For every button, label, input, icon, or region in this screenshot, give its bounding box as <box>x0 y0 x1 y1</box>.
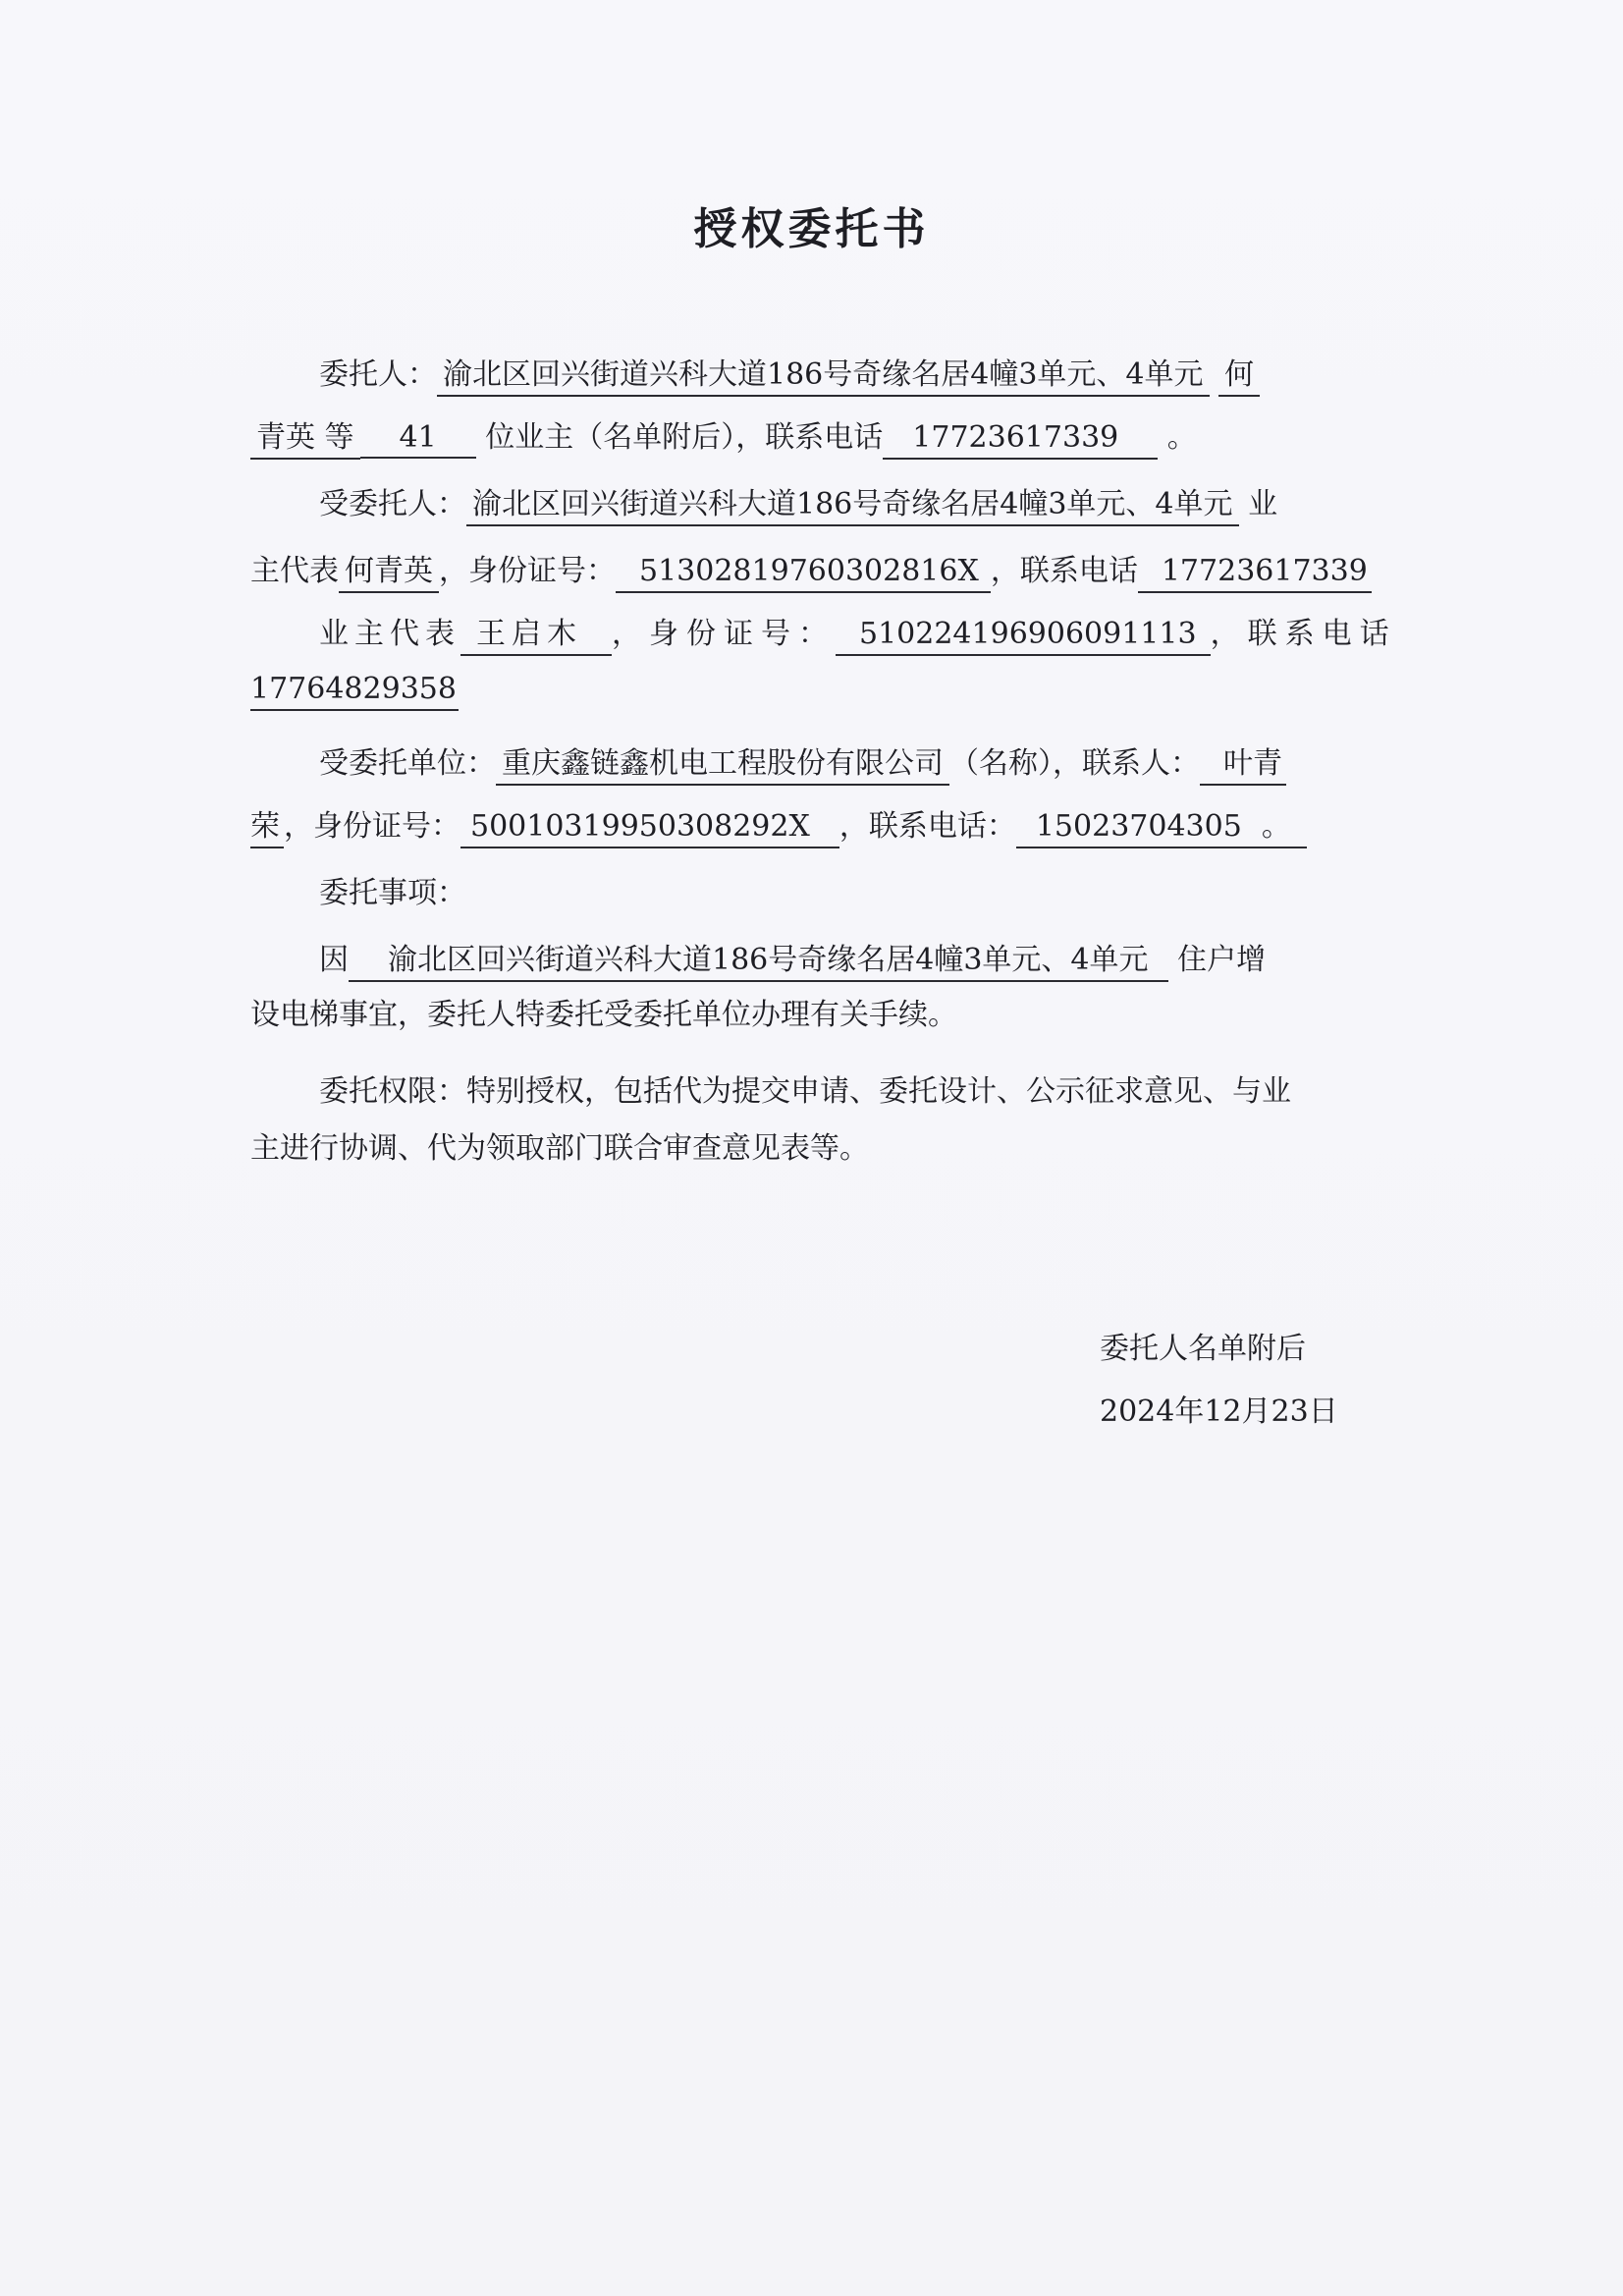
matters-line-2 <box>250 994 1380 1037</box>
trustee-rep2-id: 510224196906091113 <box>836 616 1211 656</box>
matters-address: 渝北区回兴街道兴科大道186号奇缘名居4幢3单元、4单元 <box>349 942 1168 982</box>
matters-suffix-head: 住户增 <box>1177 943 1267 977</box>
trustee-line-3 <box>319 613 1397 656</box>
matters-line-1 <box>319 939 1380 982</box>
trustee-rep1-name: 何青英 <box>339 553 439 593</box>
entrustor-count: 41 <box>360 419 476 459</box>
entrustor-end: 。 <box>1166 420 1197 455</box>
entrustor-name-tail: 青英 等 <box>250 419 360 460</box>
authority-line-1: 委托权限：特别授权，包括代为提交申请、委托设计、公示征求意见、与业 <box>319 1074 1291 1109</box>
trustee-label: 受委托人： <box>319 487 466 521</box>
matters-label: 委托事项： <box>319 876 466 910</box>
unit-contact-phone: 15023704305 <box>1016 808 1262 848</box>
unit-phone-label: ，联系电话： <box>839 809 1016 844</box>
entrustor-address: 渝北区回兴街道兴科大道186号奇缘名居4幢3单元、4单元 <box>437 356 1210 397</box>
trustee-line-2 <box>250 550 1380 593</box>
trustee-rep1-phone: 17723617339 <box>1138 553 1372 593</box>
unit-contact-id: 50010319950308292X <box>460 808 839 848</box>
entrustor-label: 委托人： <box>319 357 437 392</box>
unit-label: 受委托单位： <box>319 746 496 781</box>
trustee-role-tail: 主代表 <box>250 554 339 588</box>
unit-name-note: （名称），联系人： <box>949 746 1200 781</box>
unit-end: 。 <box>1262 808 1307 848</box>
unit-name: 重庆鑫链鑫机电工程股份有限公司 <box>496 745 949 786</box>
trustee-rep2-label: 业主代表 <box>319 617 460 651</box>
trustee-phone-label-2: ，联系电话 <box>1210 617 1397 651</box>
trustee-phone-label: ，联系电话 <box>990 554 1138 588</box>
matters-heading <box>319 872 1380 915</box>
attachment-note: 委托人名单附后 <box>1100 1332 1306 1366</box>
trustee-rep2-phone: 17764829358 <box>250 671 459 711</box>
document-date: 2024年12月23日 <box>1100 1394 1338 1429</box>
unit-line-1 <box>319 742 1380 786</box>
trustee-id-label: ，身份证号： <box>439 554 616 588</box>
entrustor-name-head: 何 <box>1218 356 1260 397</box>
unit-contact-head: 叶青 <box>1200 745 1286 786</box>
trustee-role-head: 业 <box>1248 487 1278 521</box>
entrustor-line-1 <box>319 354 1380 397</box>
trustee-rep1-id: 51302819760302816X <box>616 553 991 593</box>
entrustor-suffix: 位业主（名单附后），联系电话 <box>485 420 884 455</box>
entrustor-phone: 17723617339 <box>883 419 1158 460</box>
unit-id-label: ，身份证号： <box>284 809 460 844</box>
matters-suffix-tail: 设电梯事宜，委托人特委托受委托单位办理有关手续。 <box>250 998 957 1032</box>
unit-contact-tail: 荣 <box>250 808 284 848</box>
trustee-rep2-name: 王启木 <box>460 616 612 656</box>
unit-line-2 <box>250 805 1380 848</box>
document-title: 授权委托书 <box>693 204 930 254</box>
trustee-line-4 <box>250 668 1380 711</box>
entrustor-line-2 <box>250 416 1380 460</box>
trustee-id-label-2: ，身份证号： <box>612 617 836 651</box>
matters-prefix: 因 <box>319 943 349 977</box>
trustee-address: 渝北区回兴街道兴科大道186号奇缘名居4幢3单元、4单元 <box>466 486 1239 526</box>
trustee-line-1 <box>319 483 1380 526</box>
authority-line-2: 主进行协调、代为领取部门联合审查意见表等。 <box>250 1131 869 1166</box>
